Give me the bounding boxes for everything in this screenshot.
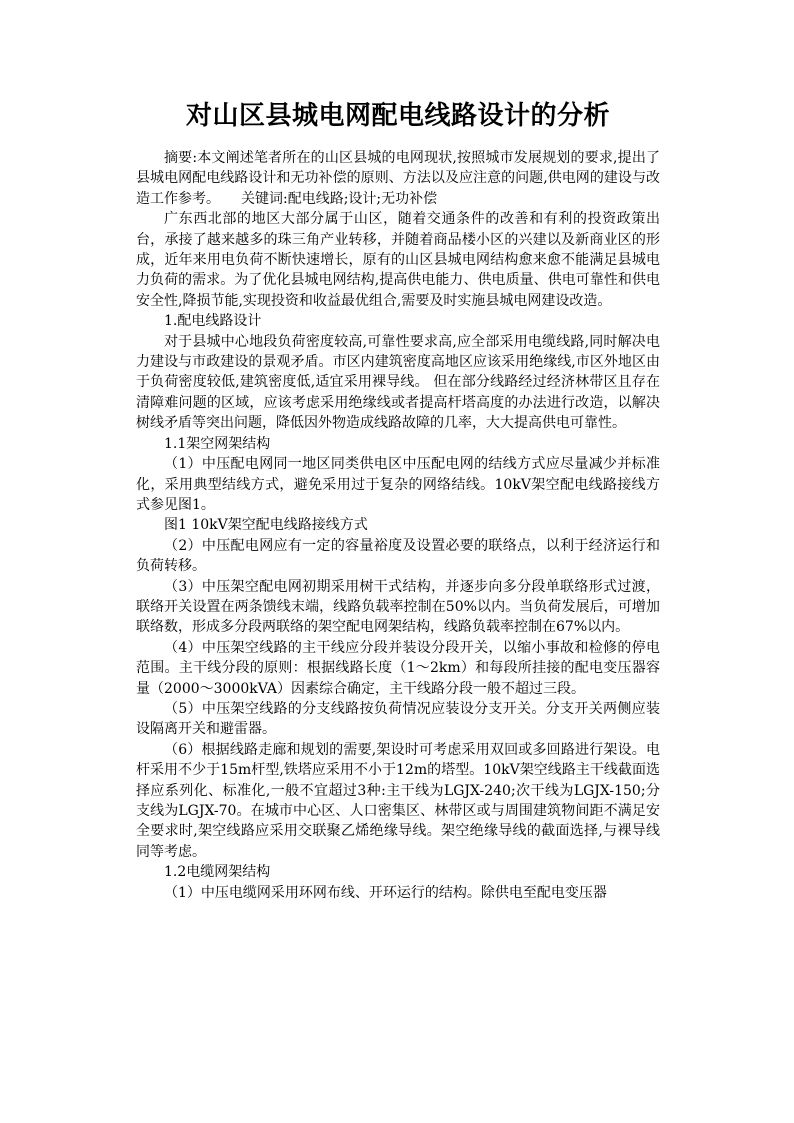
intro-paragraph: 广东西北部的地区大部分属于山区，随着交通条件的改善和有利的投资政策出台，承接了越来越多的珠三角产业转移，并随着商品楼小区的兴建以及新商业区的形成，近年来用电负荷不断快速增长，原有的山区县城电网结构愈来愈不能满足县城电力负荷的需求。为了优化县城电网结构,提高供电能力、供电质量、供电可靠性和供电安全性,降损节能,实现投资和收益最优组合,需要及时实施县城电网建设改造。 xyxy=(136,211,660,309)
body-paragraph: （1）中压配电网同一地区同类供电区中压配电网的结线方式应尽量减少并标准化，采用典型结线方式，避免采用过于复杂的网络结线。10kV架空配电线路接线方式参见图1。 xyxy=(136,456,660,513)
body-paragraph: （5）中压架空线路的分支线路按负荷情况应装设分支开关。分支开关两侧应装设隔离开关和避雷器。 xyxy=(136,700,660,738)
document-title: 对山区县城电网配电线路设计的分析 xyxy=(185,101,610,131)
body-paragraph: （2）中压配电网应有一定的容量裕度及设置必要的联络点，以利于经济运行和负荷转移。 xyxy=(136,537,660,575)
body-paragraph: （1）中压电缆网采用环网布线、开环运行的结构。除供电至配电变压器 xyxy=(164,884,607,901)
body-paragraph: 对于县城中心地段负荷密度较高,可靠性要求高,应全部采用电缆线路,同时解决电力建设与市政建设的景观矛盾。市区内建筑密度高地区应该采用绝缘线,市区外地区由于负荷密度较低,建筑密度低,适宜采用裸导线。 但在部分线路经过经济林带区且存在清障难问题的区域，应该考虑采用绝缘线或者提高杆塔高度的办法进行改造，以解决树线矛盾等突出问题，降低因外物造成线路故障的几率，大大提高供电可靠性。 xyxy=(136,333,660,432)
subsection-heading: 1.2电缆网架结构 xyxy=(164,864,271,881)
body-paragraph: （3）中压架空配电网初期采用树干式结构，并逐步向多分段单联络形式过渡，联络开关设置在两条馈线末端，线路负载率控制在50%以内。当负荷发展后，可增加联络数，形成多分段两联络的架空配电网架结构，线路负载率控制在67%以内。 xyxy=(136,578,660,636)
document-page xyxy=(136,96,660,903)
document-body xyxy=(136,148,660,903)
body-paragraph: （6）根据线路走廊和规划的需要,架设时可考虑采用双回或多回路进行架设。电杆采用不少于15m杆型,铁塔应采用不小于12m的塔型。10kV架空线路主干线截面选择应系列化、标准化,一般不宜超过3种:主干线为LGJX-240;次干线为LGJX-150;分支线为LGJX-70。在城市中心区、人口密集区、林带区或与周围建筑物间距不满足安全要求时,架空线路应采用交联聚乙烯绝缘导线。架空绝缘导线的截面选择,与裸导线同等考虑。 xyxy=(136,741,660,860)
section-heading: 1.配电线路设计 xyxy=(164,313,262,330)
abstract-paragraph: 摘要:本文阐述笔者所在的山区县城的电网现状,按照城市发展规划的要求,提出了县城电网配电线路设计和无功补偿的原则、方法以及应注意的问题,供电网的建设与改造工作参考。 关键词:配电线路;设计;无功补偿 xyxy=(136,150,660,207)
body-paragraph: （4）中压架空线路的主干线应分段并装设分段开关，以缩小事故和检修的停电范围。主干线分段的原则：根据线路长度（1～2km）和每段所挂接的配电变压器容量（2000～3000kVA）因素综合确定，主干线路分段一般不超过三段。 xyxy=(136,639,660,697)
figure-caption: 图1 10kV架空配电线路接线方式 xyxy=(164,517,368,534)
subsection-heading: 1.1架空网架结构 xyxy=(164,435,271,452)
